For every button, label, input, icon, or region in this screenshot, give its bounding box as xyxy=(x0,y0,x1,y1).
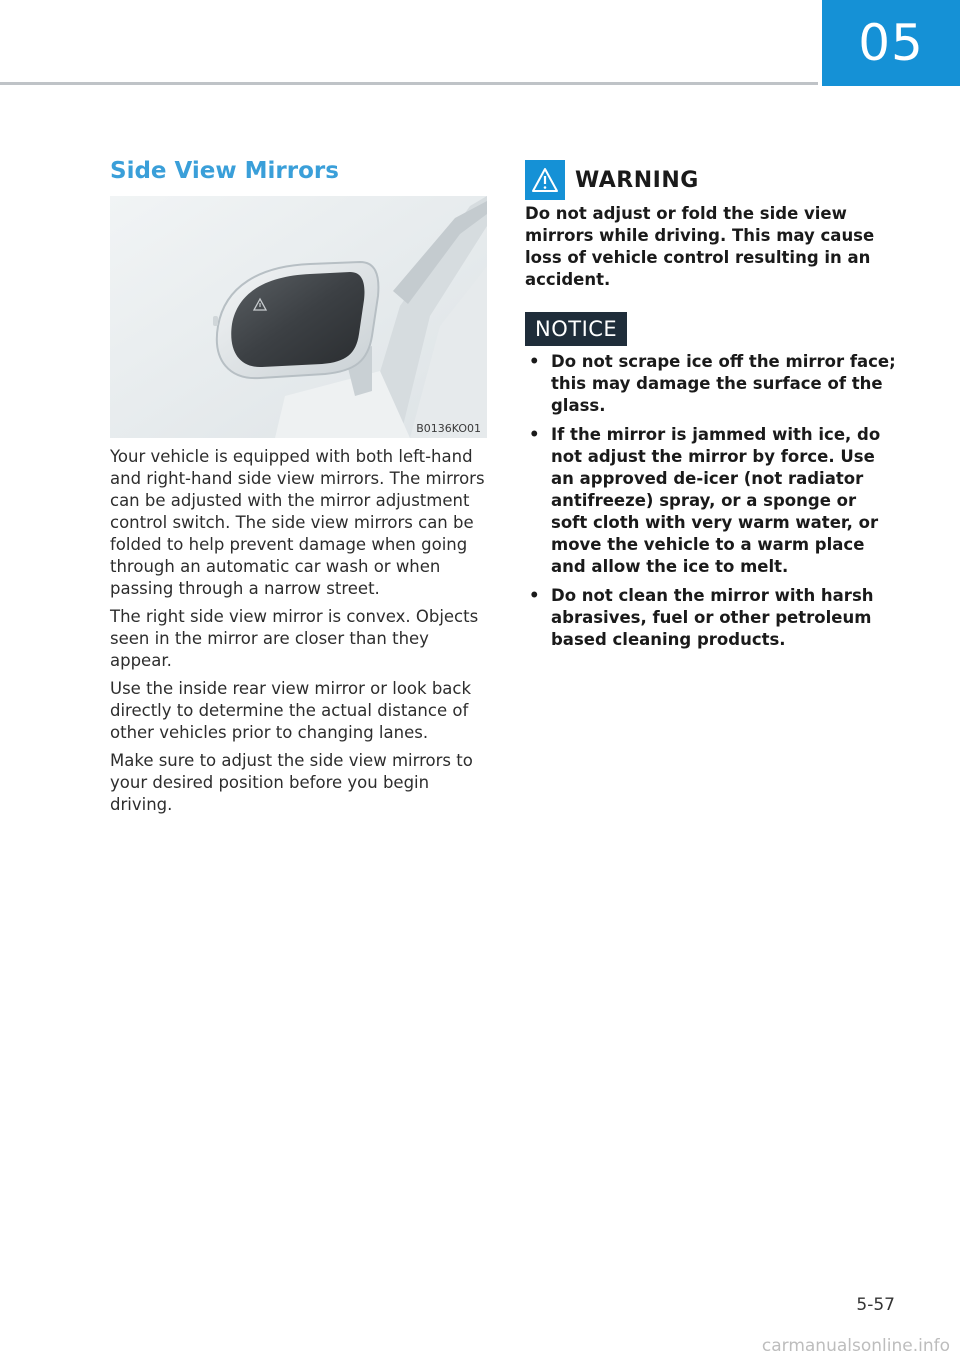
bullet-icon: • xyxy=(529,352,540,371)
bullet-icon: • xyxy=(529,586,540,605)
figure-code: B0136KO01 xyxy=(416,422,481,435)
notice-item xyxy=(525,424,897,578)
warning-label: WARNING xyxy=(575,167,699,193)
bullet-icon: • xyxy=(529,425,540,444)
side-mirror-drawing xyxy=(110,196,487,438)
notice-item-text: If the mirror is jammed with ice, do not adjust the mirror by force. Use an approved de-icer (not radiator antifreeze) spray, or a sponge or soft cloth with very warm water, or move the vehicle to a warm place and allow the ice to melt. xyxy=(551,425,881,576)
section-title: Side View Mirrors xyxy=(110,158,339,184)
notice-item xyxy=(525,585,897,651)
body-text xyxy=(110,446,490,822)
chapter-tab: 05 xyxy=(822,0,960,86)
warning-box xyxy=(525,160,885,291)
header-rule xyxy=(0,82,818,85)
notice-item-text: Do not clean the mirror with harsh abrasives, fuel or other petroleum based cleaning products. xyxy=(551,586,874,649)
notice-badge: NOTICE xyxy=(525,312,627,346)
body-paragraph: Your vehicle is equipped with both left-hand and right-hand side view mirrors. The mirrors can be adjusted with the mirror adjustment control switch. The side view mirrors can be folded to help prevent damage when going through an automatic car wash or when passing through a narrow street. xyxy=(110,447,485,598)
notice-list xyxy=(525,351,897,658)
notice-item xyxy=(525,351,897,417)
watermark: carmanualsonline.info xyxy=(761,1336,950,1356)
body-paragraph: Use the inside rear view mirror or look back directly to determine the actual distance of other vehicles prior to changing lanes. xyxy=(110,679,472,742)
warning-header xyxy=(525,160,885,200)
body-paragraph: The right side view mirror is convex. Objects seen in the mirror are closer than they appear. xyxy=(110,607,479,670)
body-paragraph: Make sure to adjust the side view mirrors to your desired position before you begin driving. xyxy=(110,751,473,814)
notice-item-text: Do not scrape ice off the mirror face; this may damage the surface of the glass. xyxy=(551,352,896,415)
warning-text: Do not adjust or fold the side view mirrors while driving. This may cause loss of vehicle control resulting in an accident. xyxy=(525,204,875,289)
mirror-illustration xyxy=(110,196,487,438)
warning-triangle-icon xyxy=(525,160,565,200)
page-number: 5-57 xyxy=(856,1295,895,1315)
